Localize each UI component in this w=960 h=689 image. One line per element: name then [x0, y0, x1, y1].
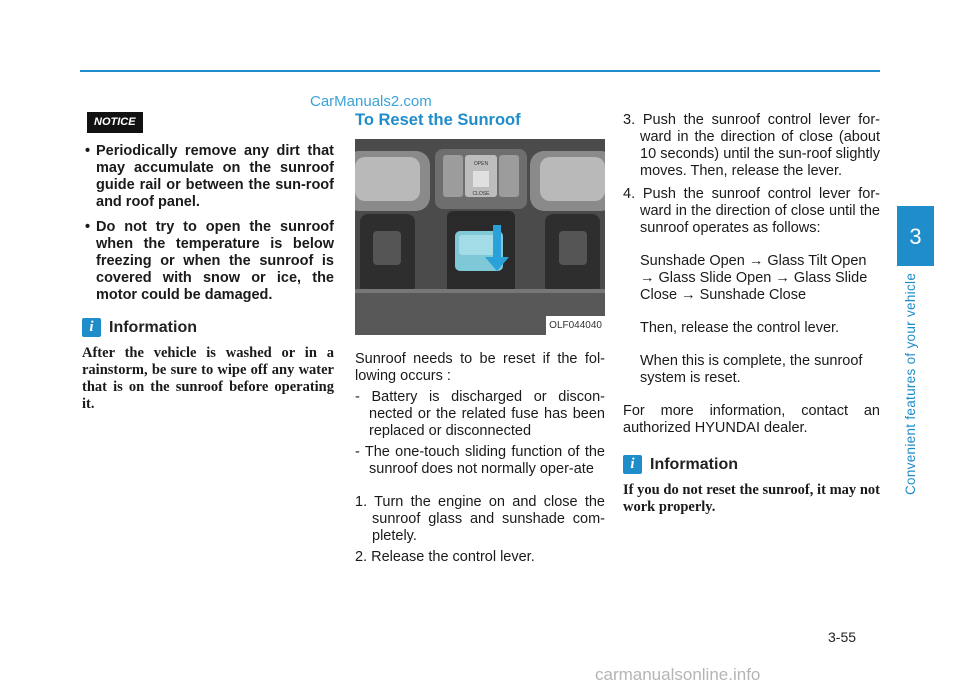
- notice-bullet: • Do not try to open the sunroof when the temperature is below freezing or when the sunroof is covered with snow or ice, the motor could be damaged.: [82, 219, 334, 304]
- reset-condition: - Battery is discharged or discon-nected or the related fuse has been replaced or disconnected: [355, 389, 605, 439]
- sunroof-control-photo: [355, 139, 605, 335]
- section-title: To Reset the Sunroof: [355, 111, 521, 129]
- page-number: 3-55: [828, 629, 857, 645]
- info-heading: [82, 318, 334, 337]
- notice-bullet: • Periodically remove any dirt that may accumulate on the sunroof guide rail or between the sun-roof and roof panel.: [82, 143, 334, 211]
- info-icon: i: [82, 318, 101, 337]
- info-icon: i: [623, 455, 642, 474]
- reset-step: 1. Turn the engine on and close the sunroof glass and sunshade com-pletely.: [355, 494, 605, 544]
- column-right: [623, 112, 880, 516]
- info-heading: [623, 455, 880, 474]
- watermark-bottom[interactable]: carmanualsonline.info: [595, 665, 761, 684]
- reset-intro: Sunroof needs to be reset if the fol-lowing occurs :: [355, 351, 605, 384]
- overhead-console-illustration: [355, 139, 605, 335]
- header-rule: [80, 70, 880, 72]
- info-title: Information: [650, 456, 738, 473]
- open-label: OPEN: [473, 161, 489, 167]
- reset-step: 4. Push the sunroof control lever for-ward in the direction of close until the sunroof operates as follows:: [623, 186, 880, 236]
- reset-condition: - The one-touch sliding function of the sunroof does not normally oper-ate: [355, 444, 605, 477]
- reset-release: Then, release the control lever.: [640, 320, 840, 336]
- image-code: OLF044040: [546, 316, 605, 335]
- watermark-top[interactable]: CarManuals2.com: [310, 93, 432, 110]
- dealer-contact: For more information, contact an authorized HYUNDAI dealer.: [623, 403, 880, 436]
- info-text: If you do not reset the sunroof, it may not work properly.: [623, 482, 880, 515]
- column-middle: [355, 112, 605, 566]
- info-text: After the vehicle is washed or in a rainstorm, be sure to wipe off any water that is on the sunroof before operating it.: [82, 345, 334, 412]
- column-left: [82, 112, 334, 413]
- close-label: CLOSE: [472, 191, 490, 197]
- reset-step: 2. Release the control lever.: [355, 549, 535, 565]
- chapter-title: Convenient features of your vehicle: [903, 272, 918, 495]
- info-title: Information: [109, 319, 197, 336]
- reset-step: 3. Push the sunroof control lever for-ward in the direction of close (about 10 seconds) until the sun-roof slightly moves. Then, release the lever.: [623, 112, 880, 179]
- reset-sequence: Sunshade Open → Glass Tilt Open → Glass Slide Open → Glass Slide Close → Sunshade Close: [640, 253, 868, 303]
- notice-list: [82, 143, 334, 304]
- notice-badge: NOTICE: [87, 112, 143, 133]
- reset-complete: When this is complete, the sunroof system is reset.: [640, 353, 863, 386]
- chapter-number: 3: [909, 224, 922, 249]
